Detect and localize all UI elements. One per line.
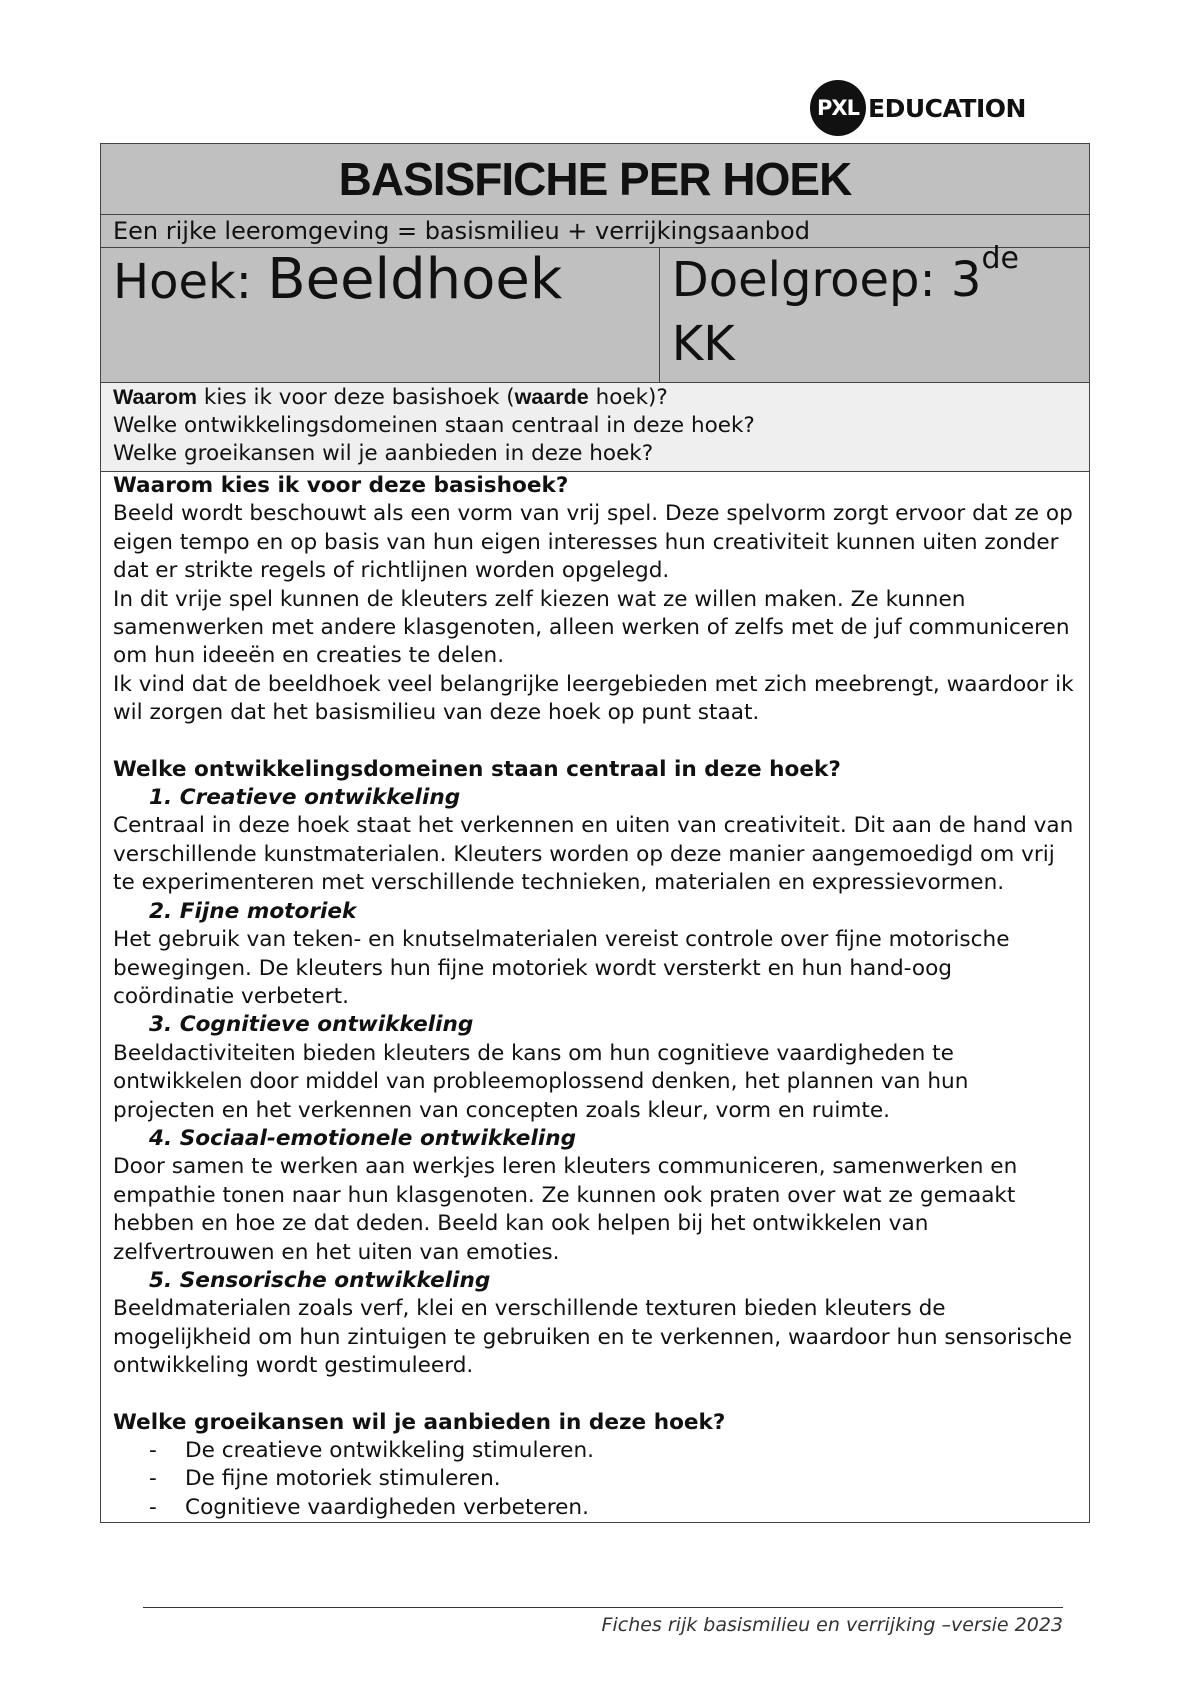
groeikansen-list <box>113 1437 1077 1522</box>
pxl-education-logo <box>810 80 1026 136</box>
pxl-logo-mark: PXL <box>810 80 866 136</box>
list-item: - De creatieve ontwikkeling stimuleren. <box>149 1437 1077 1465</box>
list-item: - De fijne motoriek stimuleren. <box>149 1465 1077 1493</box>
section1-para2: In dit vrije spel kunnen de kleuters zelf kiezen wat ze willen maken. Ze kunnen samenwerken met andere klasgenoten, alleen werken of zelfs met de juf communiceren om hun ideeën en creaties te delen. <box>113 586 1070 669</box>
question-1-bold-b: waarde <box>514 385 589 409</box>
hoek-cell <box>101 248 660 383</box>
domain-4-title: 4. Sociaal-emotionele ontwikkeling <box>149 1125 577 1151</box>
question-1-mid: kies ik voor deze basishoek ( <box>197 385 515 410</box>
hoek-label: Hoek: <box>113 254 268 310</box>
footer-divider <box>143 1607 1063 1608</box>
doelgroep-label: Doelgroep: <box>671 252 951 308</box>
doelgroep-value: 3 <box>950 252 982 308</box>
doelgroep-cell <box>659 241 1089 383</box>
guiding-questions <box>101 383 1090 472</box>
sheet-subtitle: Een rijke leeromgeving = basismilieu + verrijkingsaanbod <box>101 215 1090 248</box>
answer-body <box>101 472 1090 1523</box>
question-2: Welke ontwikkelingsdomeinen staan centraal in deze hoek? <box>113 413 755 438</box>
doelgroep-sup: de <box>981 241 1019 276</box>
section3-heading: Welke groeikansen wil je aanbieden in deze hoek? <box>113 1409 726 1435</box>
list-item: - Cognitieve vaardigheden verbeteren. <box>149 1494 1077 1522</box>
basisfiche-table <box>100 143 1090 1523</box>
domain-4-text: Door samen te werken aan werkjes leren kleuters communiceren, samenwerken en empathie tonen naar hun klasgenoten. Ze kunnen ook praten over wat ze gemaakt hebben en hoe ze dat deden. Beeld kan ook helpen bij het ontwikkelen van zelfvertrouwen en het uiten van emoties. <box>113 1154 1018 1265</box>
domain-3-text: Beeldactiviteiten bieden kleuters de kans om hun cognitieve vaardigheden te ontwikkelen door middel van probleemoplossend denken, het plannen van hun projecten en het verkennen van concepten zoals kleur, vorm en ruimte. <box>113 1040 969 1123</box>
hoek-value: Beeldhoek <box>267 247 563 312</box>
domain-3-title: 3. Cognitieve ontwikkeling <box>149 1012 474 1038</box>
question-1 <box>113 383 1077 412</box>
domain-2-text: Het gebruik van teken- en knutselmaterialen vereist controle over fijne motorische bewegingen. De kleuters hun fijne motoriek wordt versterkt en hun hand-oog coördinatie verbetert. <box>113 927 1010 1009</box>
question-1-bold-a: Waarom <box>113 385 198 409</box>
pxl-logo-word: EDUCATION <box>868 93 1026 123</box>
section1-para1: Beeld wordt beschouwt als een vorm van vrij spel. Deze spelvorm zorgt ervoor dat ze op eigen tempo en op basis van hun eigen interesses hun creativiteit kunnen uiten zonder dat er strikte regels of richtlijnen worden opgelegd. <box>113 501 1073 584</box>
domain-5-title: 5. Sensorische ontwikkeling <box>149 1267 491 1293</box>
domain-2-title: 2. Fijne motoriek <box>149 898 357 924</box>
section1-heading: Waarom kies ik voor deze basishoek? <box>113 473 569 498</box>
section1-para3: Ik vind dat de beeldhoek veel belangrijke leergebieden met zich meebrengt, waardoor ik wil zorgen dat het basismilieu van deze hoek op punt staat. <box>113 671 1074 726</box>
domain-5-text: Beeldmaterialen zoals verf, klei en verschillende texturen bieden kleuters de mogelijkheid om hun zintuigen te gebruiken en te verkennen, waardoor hun sensorische ontwikkeling wordt gestimuleerd. <box>113 1296 1073 1379</box>
section2-heading: Welke ontwikkelingsdomeinen staan centraal in deze hoek? <box>113 756 841 782</box>
question-1-end: hoek)? <box>588 385 668 410</box>
doelgroep-suffix: KK <box>671 316 735 372</box>
sheet-title: BASISFICHE PER HOEK <box>101 144 1090 215</box>
domain-1-text: Centraal in deze hoek staat het verkennen en uiten van creativiteit. Dit aan de hand van verschillende kunstmaterialen. Kleuters worden op deze manier aangemoedigd om vrij te experimenteren met verschillende technieken, materialen en expressievormen. <box>113 813 1074 896</box>
domain-1-title: 1. Creatieve ontwikkeling <box>149 785 461 811</box>
question-3: Welke groeikansen wil je aanbieden in deze hoek? <box>113 441 654 466</box>
footer-text: Fiches rijk basismilieu en verrijking –versie 2023 <box>601 1614 1063 1636</box>
